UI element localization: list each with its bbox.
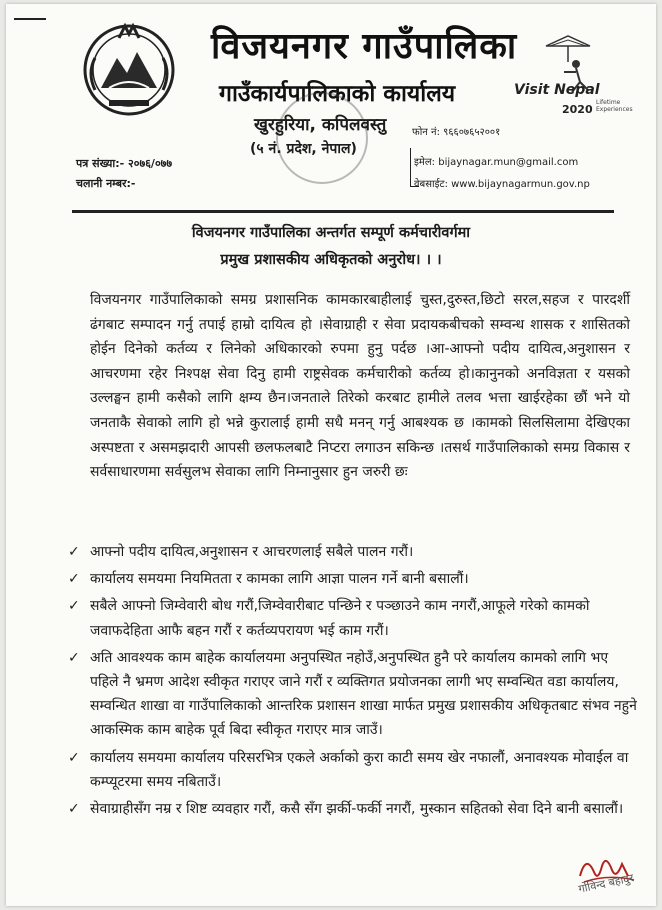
- list-item: [68, 594, 638, 642]
- letter-page: [6, 4, 656, 906]
- check-icon: ✓: [68, 544, 80, 560]
- body-paragraph: विजयनगर गाउँपालिकाको समग्र प्रशासनिक कामकारबाहीलाई चुस्त,दुरुस्त,छिटो सरल,सहज र पारदर्शी ढंगबाट सम्पादन गर्नु तपाई हाम्रो दायित्व हो ।सेवाग्राही र सेवा प्रदायकबीचको सम्वन्ध शासक र शासितको होईन दिनेको कर्तव्य र लिनेको अधिकारको रुपमा हुनु पर्दछ ।आ-आफ्नो पदीय दायित्व,अनुशासन र आचरणमा रहेर निश्पक्ष सेवा दिनु हामी राष्ट्रसेवक कर्मचारीको कर्तव्य हो।कानुनको अनविज्ञता र यसको उल्लङ्घन हामी कसैको लागि क्षम्य छैन।जनताले तिरेको करबाट हामीले तलव भत्ता खाईरहेका छौं भने यो जनताकै सेवाको लागि हो भन्ने कुरालाई हामी सधै मनन् गर्नु आबश्यक छ ।कामको सिलसिलामा देखिएका अस्पष्टता र असमझदारी आपसी छलफलबाटै निप्टरा लगाउन सकिन्छ ।तसर्थ गाउँपालिकाको समग्र विकास र सर्वसाधारणमा सर्वसुलभ सेवाका लागि निम्नानुसार हुन जरुरी छः: [90, 292, 630, 481]
- check-icon: ✓: [68, 598, 80, 615]
- subject-line-2: प्रमुख प्रशासकीय अधिकृतको अनुरोध। । ।: [220, 252, 442, 268]
- municipality-title: विजयनगर गाउँपालिका: [211, 26, 518, 67]
- province-line: (५ नं. प्रदेश, नेपाल): [250, 141, 357, 157]
- corner-mark: [14, 18, 46, 20]
- list-item: [68, 567, 638, 591]
- header-divider: [72, 210, 614, 213]
- signature-name: गोविन्द बहादुर: [577, 871, 635, 896]
- subject-line-1: विजयनगर गाउँपालिका अन्तर्गत सम्पूर्ण कर्मचारीवर्गमा: [191, 225, 471, 241]
- email-address: इमेल: bijaynagar.mun@gmail.com: [414, 157, 579, 168]
- check-icon: ✓: [68, 571, 80, 588]
- list-item-text: सेवाग्राहीसँग नम्र र शिष्ट व्यवहार गरौं, कसै सँग झर्की-फर्की नगरौं, मुस्कान सहितको सेवा दिने बानी बसालौं।: [90, 801, 624, 818]
- visit-nepal-text: Visit Nepal: [514, 82, 600, 98]
- list-item: [68, 540, 638, 564]
- instruction-list: [68, 540, 638, 824]
- address-line: खुरहुरिया, कपिलवस्तु: [254, 115, 387, 135]
- dispatch-number: चलानी नम्बर:-: [76, 177, 136, 190]
- visit-nepal-tagline: Lifetime Experiences: [596, 99, 633, 113]
- check-icon: ✓: [68, 801, 80, 818]
- office-stamp: [276, 92, 368, 184]
- list-item-text: कार्यालय समयमा नियमितता र कामका लागि आज्ञा पालन गर्ने बानी बसालौं।: [90, 571, 469, 588]
- letter-number: पत्र संख्या:- २०७६/०७७: [76, 157, 173, 170]
- website-address: वेबसाईट: www.bijaynagarmun.gov.np: [414, 179, 590, 190]
- phone-number: फोन नं: ९६६०७६५२००१: [412, 127, 501, 138]
- list-item-text: अति आवश्यक काम बाहेक कार्यालयमा अनुपस्थित नहोउँ,अनुपस्थित हुनै परे कार्यालय कामको लागि भए पहिले नै भ्रमण आदेश स्वीकृत गराएर जाने गरौं र व्यक्तिगत प्रयोजनका लागी भए सम्वन्धित वडा कार्यालय, सम्वन्धित शाखा वा गाउँपालिकाको आन्तरिक प्रशासन शाखा मार्फत प्रमुख प्रशासकीय अधिकृतबाट संभव नहुने आकस्मिक काम बाहेक पूर्व बिदा स्वीकृत गराएर मात्र जाउँ।: [90, 649, 637, 739]
- office-title: गाउँकार्यपालिकाको कार्यालय: [219, 81, 456, 107]
- list-item: [68, 746, 638, 794]
- list-item-text: आफ्नो पदीय दायित्व,अनुशासन र आचरणलाई सबैले पालन गरौं।: [90, 544, 414, 560]
- list-item-text: सबैले आफ्नो जिम्वेवारी बोध गरौं,जिम्वेवारीबाट पन्छिने र पञ्छाउने काम नगरौं,आफूले गरेको कामको जवाफदेहिता आफै बहन गरौं र कर्तव्यपरायण भई काम गरौं।: [90, 598, 590, 639]
- visit-nepal-year: 2020: [562, 103, 593, 116]
- list-item-text: कार्यालय समयमा कार्यालय परिसरभित्र एकले अर्काको कुरा काटी समय खेर नफालौं, अनावश्यक मोवाईल वा कम्प्यूटरमा समय नबिताउँ।: [90, 749, 629, 790]
- nepal-emblem-icon: [78, 18, 180, 118]
- check-icon: ✓: [68, 649, 80, 666]
- list-item: [68, 646, 638, 743]
- check-icon: ✓: [68, 749, 80, 766]
- list-item: [68, 797, 638, 821]
